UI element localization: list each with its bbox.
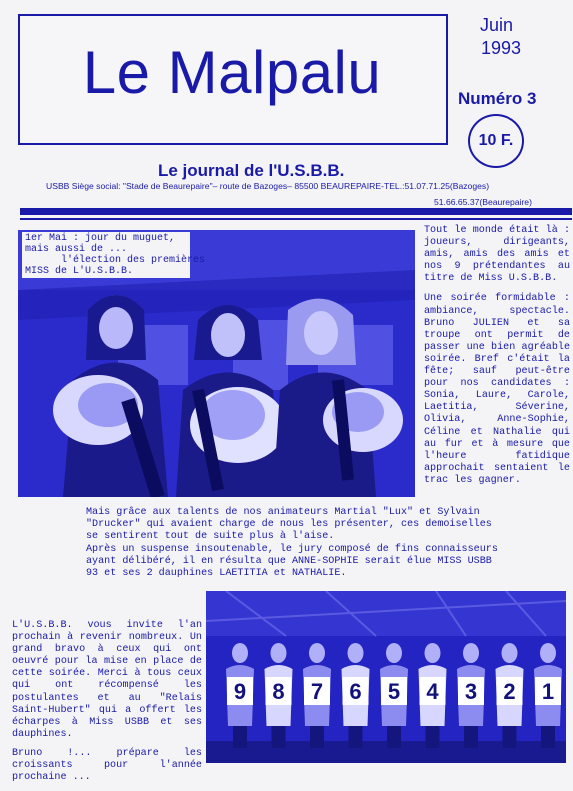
candidate-head xyxy=(502,643,518,663)
candidate-legs xyxy=(310,726,324,748)
photo-caption: 1er Mai : jour du muguet, mais aussi de ... l'élection des premières MISS de L'U.S.B.B. xyxy=(22,232,190,278)
candidate-legs xyxy=(464,726,478,748)
number-card-label: 3 xyxy=(464,679,478,704)
candidate-legs xyxy=(426,726,440,748)
candidate-head xyxy=(463,643,479,663)
candidate-legs xyxy=(349,726,363,748)
header-rule xyxy=(20,208,572,215)
candidate-head xyxy=(540,643,556,663)
article-paragraph: Tout le monde était là : joueurs, dirigeants, amis, amis des amis et nos 9 prétendantes au titre de Miss U.S.B.B. xyxy=(424,225,570,285)
issue-number: Numéro 3 xyxy=(458,89,537,108)
article-paragraph: Une soirée formidable : ambiance, spectacle. Bruno JULIEN et sa troupe ont permit de passer une bien agréable soirée. Bref c'était la fête; sauf peut-être pour nos candidates : Sonia, Laure, Carole, Laetitia, Séverine, Olivia, Anne-Sophie, Céline et Nathalie qui au fur et à mesure que l'heure fatidique approchait sentaient le trac les gagner. xyxy=(424,293,570,486)
price-label: 10 F. xyxy=(478,132,514,149)
number-card-label: 4 xyxy=(426,679,439,704)
number-card-label: 8 xyxy=(272,679,285,704)
candidate-head xyxy=(425,643,441,663)
article-middle xyxy=(86,507,502,582)
candidate-head xyxy=(271,643,287,663)
photo-candidates-image xyxy=(206,591,566,763)
number-card-label: 6 xyxy=(349,679,362,704)
candidate-legs xyxy=(541,726,555,748)
article-left-column xyxy=(12,620,202,791)
issue-year: 1993 xyxy=(481,38,522,58)
article-paragraph: Après un suspense insoutenable, le jury composé de fins connaisseurs ayant délibéré, il en résulta que ANNE-SOPHIE serait élue MISS USBB 93 et ses 2 dauphines LAETITIA et NATHALIE. xyxy=(86,544,498,580)
number-card-label: 1 xyxy=(541,679,555,704)
candidate-legs xyxy=(503,726,517,748)
candidate-head xyxy=(348,643,364,663)
newspaper-title: Le Malpalu xyxy=(82,39,382,106)
header-rule-thin xyxy=(20,218,572,220)
article-paragraph: Mais grâce aux talents de nos animateurs Martial "Lux" et Sylvain "Drucker" qui avaient charge de nous les présenter, ces demoiselles se sentirent tout de suite plus à l'aise. xyxy=(86,507,492,543)
club-phone: 51.66.65.37(Beaurepaire) xyxy=(434,197,532,207)
photo-candidates xyxy=(206,591,566,763)
number-card-label: 9 xyxy=(233,679,247,704)
candidate-head xyxy=(232,643,248,663)
candidate-legs xyxy=(387,726,401,748)
article-right-column xyxy=(424,225,570,495)
number-card-label: 5 xyxy=(387,679,401,704)
candidate-legs xyxy=(272,726,286,748)
candidate-head xyxy=(309,643,325,663)
price-badge xyxy=(468,114,524,168)
article-paragraph: Bruno !... prépare les croissants pour l'année prochaine ... xyxy=(12,747,202,784)
number-card-label: 2 xyxy=(503,679,516,704)
issue-month: Juin xyxy=(480,15,514,35)
subtitle: Le journal de l'U.S.B.B. xyxy=(158,161,345,180)
candidate-head xyxy=(386,643,402,663)
club-address: USBB Siège social: "Stade de Beaurepaire"– route de Bazoges– 85500 BEAUREPAIRE-TEL.:51.07.71.25(Bazoges) xyxy=(46,181,490,191)
article-paragraph: L'U.S.B.B. vous invite l'an prochain à revenir nombreux. Un grand bravo à ceux qui ont oeuvré pour la mise en place de cette soirée. Merci à tous ceux qui ont récompensé les postulantes et au "Relais Saint-Hubert" qui a offert les écharpes à Miss USBB et ses dauphines. xyxy=(12,620,202,740)
candidate-legs xyxy=(233,726,247,748)
number-card-label: 7 xyxy=(310,679,324,704)
